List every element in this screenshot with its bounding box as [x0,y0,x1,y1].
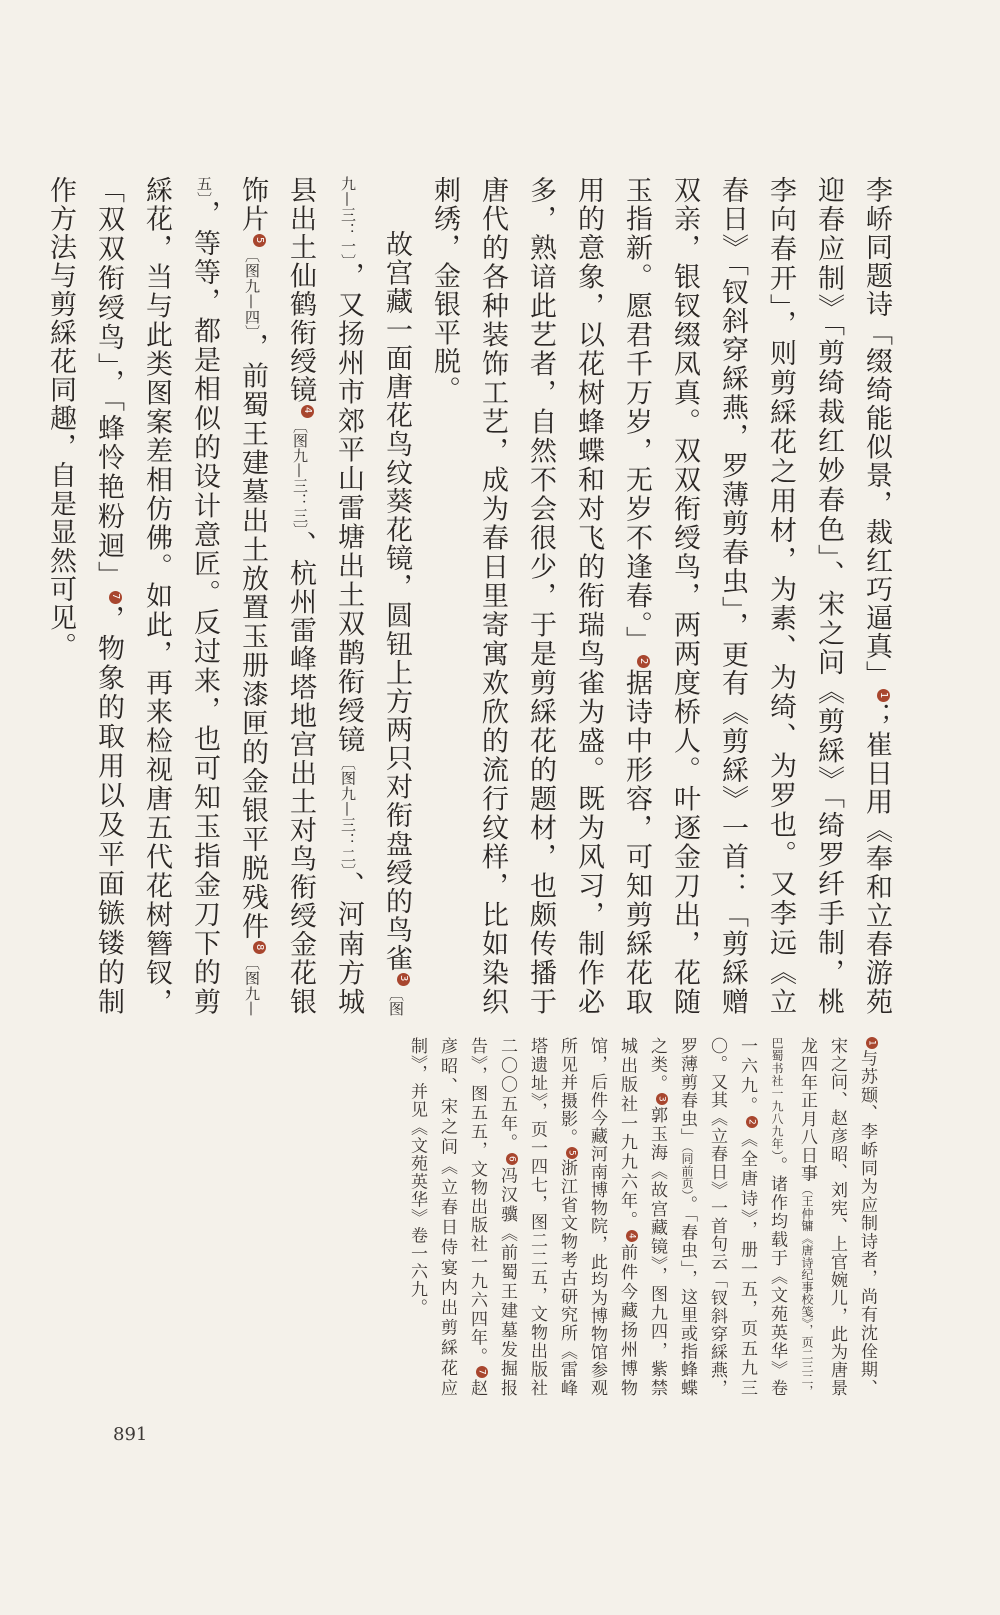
footnote-marker[interactable]: 8 [253,941,266,954]
note-text: 。「春虫」，这里或指蜂蝶之类。 [647,1037,697,1398]
text-run: ，前蜀王建墓出土放置玉册漆匣的金银平脱残件 [237,332,268,942]
footnote-marker[interactable]: 7 [109,591,122,604]
text-run: 、杭州雷峰塔地宫出土对鸟衔绶金花银饰片 [237,176,316,1017]
text-run: ，等等，都是相似的设计意匠。反过来，也可知玉指金刀下的剪綵花，当与此类图案差相仿佛。如此，再来检视唐五代花树簪钗，「双双衔绶鸟」，「蜂怜艳粉迴」 [93,176,220,1017]
footnote-marker[interactable]: 3 [397,973,410,986]
footnote-1 [402,1037,882,1397]
footnote-number: 4 [626,1230,638,1242]
footnote-marker[interactable]: 4 [301,405,314,418]
note-text: 前件今藏扬州博物馆，后件今藏河南博物院，此均为博物馆参观所见并摄影。 [557,1037,637,1398]
figure-ref: 〔图九—五〕 [195,176,261,1017]
footnote-number: 5 [566,1147,578,1159]
figure-ref: 〔图九—三：一〕 [339,176,405,1017]
note-text: 与苏颋、李峤同为应制诗者，尚有沈佺期、宋之问、赵彦昭、刘宪、上官婉儿，此为唐景龙四年正月八日事 [797,1037,877,1397]
note-text: 。诸作均载于《文苑英华》卷一六九。 [737,1037,787,1398]
figure-ref: 〔图九—三：三〕 [291,417,309,531]
footnote-number: 2 [746,1116,758,1128]
footnotes [362,1037,882,1397]
paragraph-1 [420,176,900,1016]
note-source: （同前页） [680,1146,694,1196]
footnote-marker[interactable]: 5 [253,234,266,247]
note-text: 《全唐诗》，册一五，页五九三〇。又其《立春日》一首句云「钗斜穿綵燕，罗薄剪春虫」 [677,1037,757,1398]
note-text: 赵彦昭、宋之问《立春日侍宴内出剪綵花应制》，并见《文苑英华》卷一六九。 [407,1037,487,1398]
text-run: 故宫藏一面唐花鸟纹葵花镜，圆钮上方两只对衔盘绶的鸟雀 [381,230,412,973]
text-run: ，又扬州市郊平山雷塘出土双鹊衔绶镜 [333,261,364,755]
note-text: 郭玉海《故宫藏镜》，图九四，紫禁城出版社一九九六年。 [617,1037,667,1398]
figure-ref: 〔图九—四〕 [243,246,261,333]
text-run: 、河南方城县出土仙鹤衔绶镜 [285,176,364,1017]
text-run: 李峤同题诗「缀绮能似景，裁红巧逼真」 [861,176,892,690]
footnote-number: 3 [656,1093,668,1105]
paragraph-2 [36,176,420,1016]
figure-ref: 〔图九—三：二〕 [339,754,357,872]
text-run: ，物象的取用以及平面镞镂的制作方法与剪綵花同趣，自是显然可见。 [45,176,124,1017]
footnote-marker[interactable]: 1 [877,689,890,702]
footnote-number: 1 [866,1037,878,1049]
footnote-marker[interactable]: 2 [637,655,650,668]
footnote-number: 7 [476,1366,488,1378]
text-run: ；崔日用《奉和立春游苑迎春应制》「剪绮裁红妙春色」、宋之问《剪綵》「绮罗纤手制，桃李向春开」，则剪綵花之用材，为素、为绮、为罗也。又李远《立春日》「钗斜穿綵燕，罗薄剪春虫」，更有《剪綵》一首：「剪綵赠双亲，银钗缀凤真。双双衔绶鸟，两两度桥人。叶逐金刀出，花随玉指新。愿君千万岁，无岁不逢春。」 [621,176,892,1017]
main-text [45,176,900,1017]
note-text: 冯汉骥《前蜀王建墓发掘报告》，图五五，文物出版社一九六四年。 [467,1037,517,1398]
note-source: （王仲镛《唐诗纪事校笺》，页二三二，巴蜀书社一九八九年） [770,1037,814,1398]
footnote-number: 6 [506,1153,518,1165]
note-text: 浙江省文物考古研究所《雷峰塔遗址》，页一四七，图二二五，文物出版社二〇〇五年。 [497,1037,577,1398]
page-number: 891 [113,1424,148,1445]
text-run: 据诗中形容，可知剪綵花取用的意象，以花树蜂蝶和对飞的衔瑞鸟雀为盛。既为风习，制作必多，熟谙此艺者，自然不会很少，于是剪綵花的题材，也颇传播于唐代的各种装饰工艺，成为春日里寄寓欢欣的流行纹样，比如染织刺绣，金银平脱。 [429,176,652,1017]
